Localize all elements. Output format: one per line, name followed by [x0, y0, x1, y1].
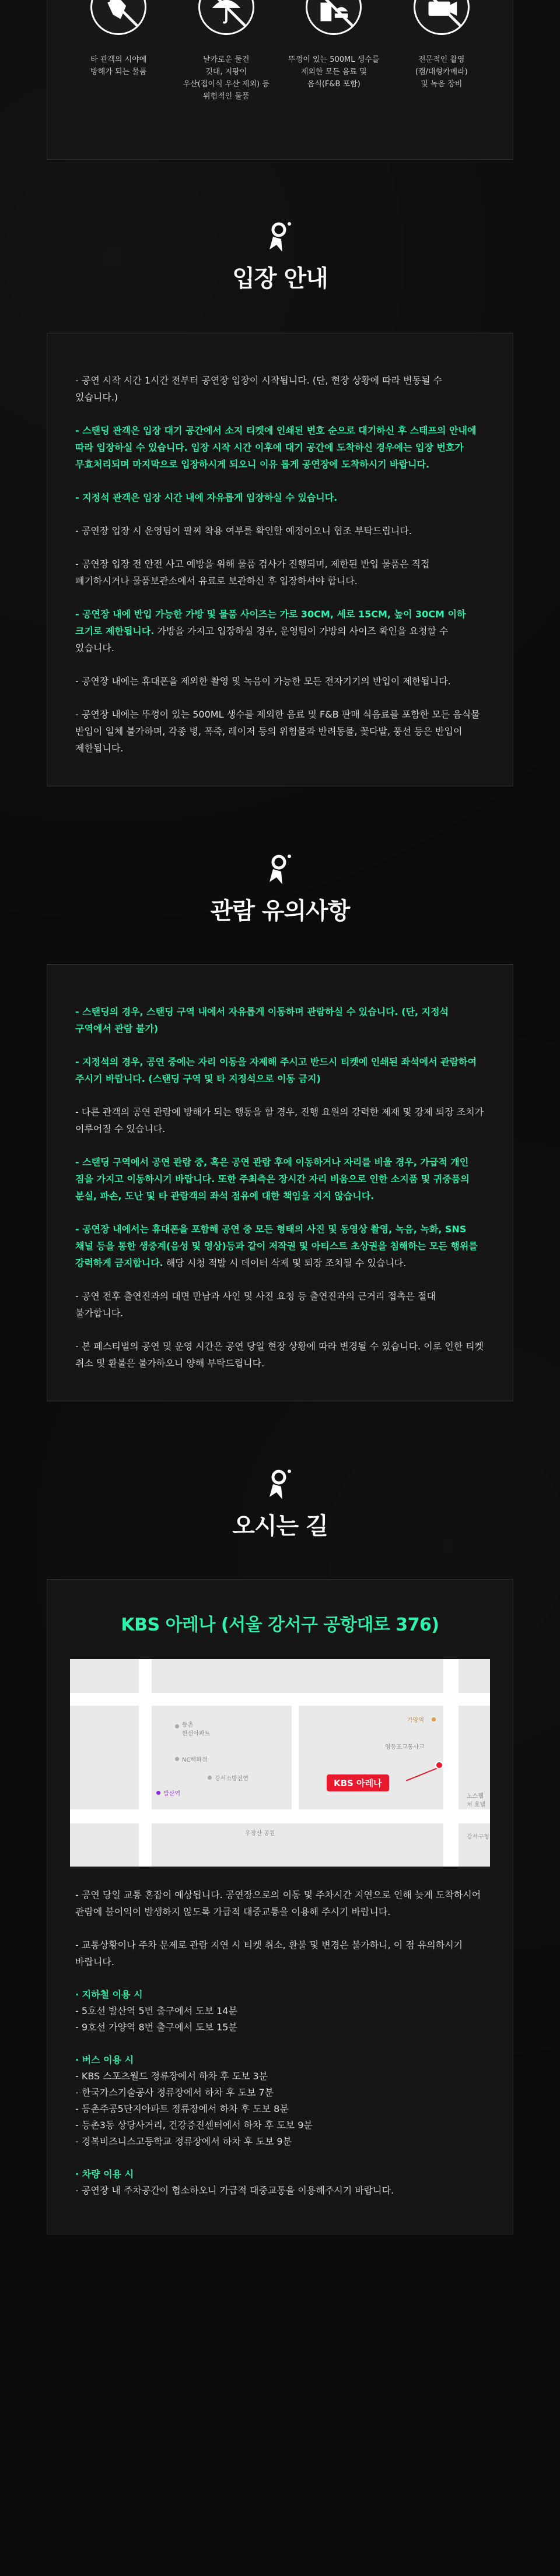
- map-label: 우장산 공원: [245, 1830, 275, 1837]
- prohibited-item: [180, 0, 273, 160]
- map-road: [139, 1659, 152, 1867]
- map-label: 발산역: [163, 1791, 180, 1797]
- entry-section-header: [0, 219, 560, 293]
- notice-section-title: 관람 유의사항: [210, 898, 350, 925]
- prohibited-item: [287, 0, 380, 160]
- entry-para-rest: 가방을 가지고 입장하실 경우, 운영팀이 가방의 사이즈 확인을 요청할 수 있습니다.: [75, 625, 449, 653]
- pin-icon: [265, 1467, 295, 1503]
- map-place-dot: [175, 1724, 179, 1728]
- notice-para: [75, 1221, 485, 1271]
- venue-marker[interactable]: KBS 아레나: [327, 1774, 389, 1791]
- umbrella-icon: [198, 0, 254, 35]
- map-label: 영등포교통사교: [385, 1744, 425, 1751]
- subway-head: · 지하철 이용 시: [75, 1989, 143, 2000]
- map-label: 가양역: [407, 1717, 424, 1724]
- car-info: [75, 2166, 485, 2199]
- bus-info: [75, 2052, 485, 2150]
- entry-para: [75, 606, 485, 656]
- venue-map[interactable]: [70, 1659, 490, 1867]
- weapon-icon: [90, 0, 146, 35]
- prohibited-item-text: 전문적인 촬영 (캠/대형카메라) 및 녹음 장비: [415, 55, 468, 89]
- map-marker-line: [406, 1767, 438, 1781]
- notice-panel: [47, 964, 513, 1401]
- bus-line: - 등촌3동 상당사거리, 건강증진센터에서 하차 후 도보 9분: [75, 2120, 313, 2131]
- camera-icon: [414, 0, 470, 35]
- prohibited-item: [395, 0, 488, 160]
- map-place-dot: [156, 1791, 160, 1795]
- entry-para: - 공연장 입장 시 운영팀이 팔찌 착용 여부를 확인할 예정이오니 협조 부탁드립니다.: [75, 525, 412, 536]
- prohibited-item-text: 날카로운 물건 깃대, 지팡이 우산(접이식 우산 제외) 등 위험적인 물품: [183, 55, 270, 101]
- bus-line: - KBS 스포츠월드 정류장에서 하차 후 도보 3분: [75, 2071, 268, 2082]
- directions-section-title: 오시는 길: [232, 1513, 328, 1540]
- bus-line: - 한국가스기술공사 정류장에서 하차 후 도보 7분: [75, 2087, 274, 2098]
- map-label: 강서소방전연: [215, 1776, 249, 1782]
- map-label: 등촌 한선아파트: [182, 1722, 211, 1737]
- entry-para: - 공연장 내에는 휴대폰을 제외한 촬영 및 녹음이 가능한 모든 전자기기의 반입이 제한됩니다.: [75, 676, 451, 687]
- directions-intro: - 공연 당일 교통 혼잡이 예상됩니다. 공연장으로의 이동 및 주차시간 지연으로 인해 늦게 도착하시어 관람에 불이익이 발생하지 않도록 가급적 대중교통을 이용해 주시기 바랍니다.: [75, 1889, 481, 1917]
- subway-line: - 9호선 가양역 8번 출구에서 도보 15분: [75, 2022, 237, 2033]
- pin-icon: [265, 852, 295, 888]
- map-place-dot: [208, 1776, 212, 1780]
- notice-para-highlight: - 공연장 내에서는 휴대폰을 포함해 공연 중 모든 형태의 사진 및 동영상 촬영, 녹음, 녹화, SNS 채널 등을 통한 생중계(음성 및 영상)등과 같이 저작권 및 아티스트 초상권을 침해하는 모든 행위를 강력하게 금지합니다.: [75, 1224, 478, 1268]
- bus-line: - 등촌주공5단지아파트 정류장에서 하차 후 도보 8분: [75, 2103, 289, 2114]
- entry-para: - 공연장 내에는 뚜껑이 있는 500ML 생수를 제외한 음료 및 F&B 판매 식음료를 포함한 모든 음식물 반입이 일체 불가하며, 각종 병, 폭죽, 레이저 등의 위험물과 반려동물, 꽃다발, 풍선 등은 반입이 제한됩니다.: [75, 709, 480, 754]
- entry-para: - 스탠딩 관객은 입장 대기 공간에서 소지 티켓에 인쇄된 번호 순으로 대기하신 후 스태프의 안내에 따라 입장하실 수 있습니다. 입장 시작 시간 이후에 대기 공간에 도착하신 경우에는 입장 번호가 무효처리되며 마지막으로 입장하시게 되오니 이유 롭게 공연장에 도착하시기 바랍니다.: [75, 425, 477, 470]
- map-place-dot: [175, 1757, 179, 1761]
- entry-para: - 공연장 입장 전 안전 사고 예방을 위해 물품 검사가 진행되며, 제한된 반입 물품은 직접 폐기하시거나 물품보관소에서 유료로 보관하신 후 입장하셔야 합니다.: [75, 558, 430, 586]
- car-head: · 차량 이용 시: [75, 2169, 134, 2180]
- map-label: NC백화점: [182, 1757, 208, 1763]
- prohibited-item: [72, 0, 165, 160]
- prohibited-item-text: 뚜껑이 있는 500ML 생수를 제외한 모든 음료 및 음식(F&B 포함): [288, 55, 380, 89]
- entry-section-title: 입장 안내: [232, 265, 328, 292]
- pin-icon: [265, 219, 295, 255]
- prohibited-item-text: 타 관객의 시야에 방해가 되는 물품: [90, 55, 147, 76]
- notice-para-rest: 해당 시청 적발 시 데이터 삭제 및 퇴장 조치될 수 있습니다.: [163, 1257, 407, 1268]
- entry-para-highlight: - 공연장 내에 반입 가능한 가방 및 물품 사이즈는 가로 30CM, 세로 15CM, 높이 30CM 이하 크기로 제한됩니다.: [75, 609, 466, 637]
- entry-para: - 지정석 관객은 입장 시간 내에 자유롭게 입장하실 수 있습니다.: [75, 492, 338, 503]
- map-road: [292, 1706, 299, 1809]
- prohibited-items-row: [47, 0, 513, 160]
- map-label: 노스웰처 호텔: [467, 1793, 486, 1808]
- notice-section-header: [0, 852, 560, 926]
- notice-para: - 스탠딩의 경우, 스탠딩 구역 내에서 자유롭게 이동하며 관람하실 수 있습니다. (단, 지정석 구역에서 관람 불가): [75, 1006, 449, 1034]
- subway-info: [75, 1987, 485, 2036]
- venue-pin-icon: [435, 1761, 443, 1769]
- notice-para: - 지정석의 경우, 공연 중에는 자리 이동을 자제해 주시고 반드시 티켓에 인쇄된 좌석에서 관람하여 주시기 바랍니다. (스탠딩 구역 및 타 지정석으로 이동 금지): [75, 1056, 477, 1084]
- bus-line: - 경복비즈니스고등학교 정류장에서 하차 후 도보 9분: [75, 2136, 292, 2147]
- map-road: [70, 1693, 490, 1706]
- directions-panel: [47, 1579, 513, 2234]
- notice-para: - 다른 관객의 공연 관람에 방해가 되는 행동을 할 경우, 진행 요원의 강력한 제재 및 강제 퇴장 조치가 이루어질 수 있습니다.: [75, 1106, 484, 1134]
- map-label: 강서구청: [467, 1834, 489, 1840]
- car-line: - 공연장 내 주차공간이 협소하오니 가급적 대중교통을 이용해주시기 바랍니다.: [75, 2185, 394, 2196]
- food-icon: [306, 0, 362, 35]
- venue-title: KBS 아레나 (서울 강서구 공항대로 376): [121, 1615, 439, 1635]
- entry-para: - 공연 시작 시간 1시간 전부터 공연장 입장이 시작됩니다. (단, 현장 상황에 따라 변동될 수 있습니다.): [75, 375, 443, 403]
- prohibited-items-panel: [47, 0, 513, 160]
- entry-panel: [47, 333, 513, 786]
- subway-line: - 5호선 발산역 5번 출구에서 도보 14분: [75, 2005, 237, 2016]
- notice-para: - 본 페스티벌의 공연 및 운영 시간은 공연 당일 현장 상황에 따라 변경될 수 있습니다. 이로 인한 티켓 취소 및 환불은 불가하오니 양해 부탁드립니다.: [75, 1341, 484, 1369]
- directions-intro: - 교통상황이나 주차 문제로 관람 지연 시 티켓 취소, 환불 및 변경은 불가하니, 이 점 유의하시기 바랍니다.: [75, 1939, 463, 1967]
- bus-head: · 버스 이용 시: [75, 2054, 134, 2065]
- directions-body: [47, 1867, 513, 2234]
- directions-section-header: [0, 1467, 560, 1541]
- notice-para: - 스탠딩 구역에서 공연 관람 중, 혹은 공연 관람 후에 이동하거나 자리를 비울 경우, 가급적 개인 짐을 가지고 이동하시기 바랍니다. 또한 주최측은 장시간 자리 비움으로 인한 소지품 및 귀중품의 분실, 파손, 도난 및 타 관람객의 좌석 점유에 대한 책임을 지지 않습니다.: [75, 1157, 470, 1201]
- map-road: [70, 1809, 490, 1823]
- notice-para: - 공연 전후 출연진과의 대면 만남과 사인 및 사진 요청 등 출연진과의 근거리 접촉은 절대 불가합니다.: [75, 1291, 436, 1319]
- map-road: [443, 1659, 459, 1867]
- map-place-dot: [432, 1717, 436, 1721]
